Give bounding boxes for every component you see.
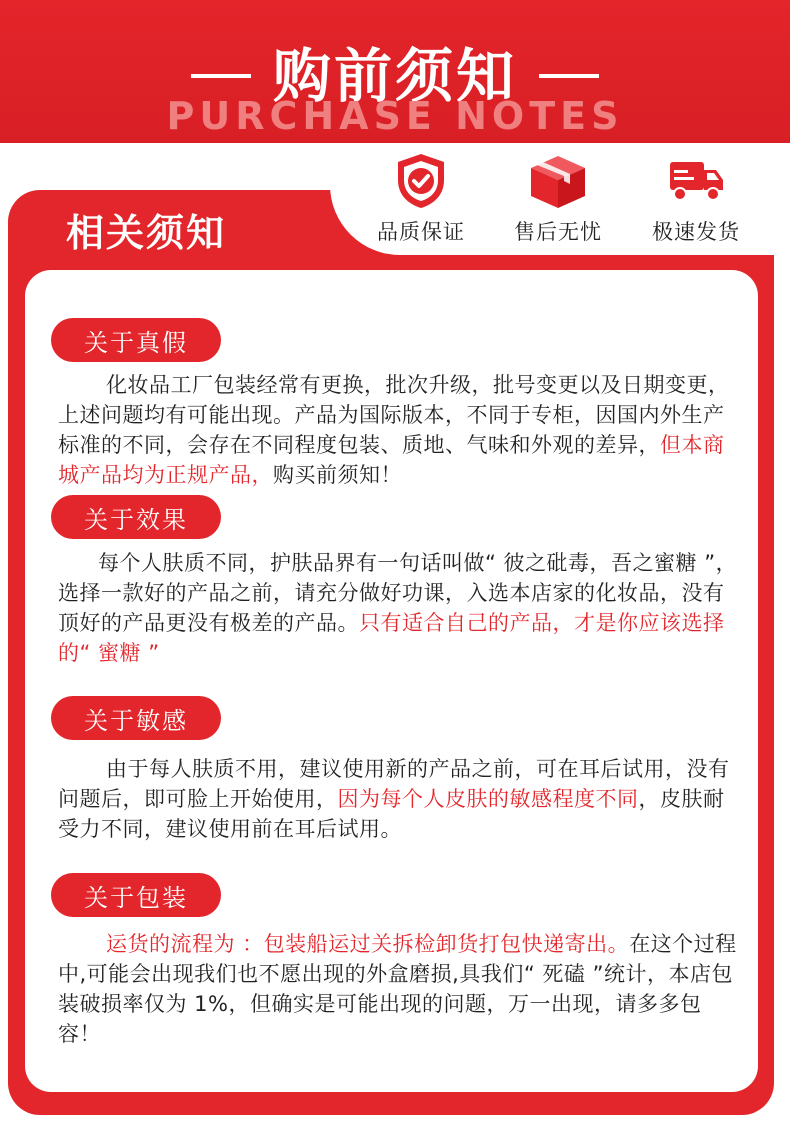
shield-check-icon — [351, 150, 491, 212]
badge-quality — [351, 150, 491, 246]
title-dash-right — [539, 74, 599, 78]
section-text-highlight: 只有适合自己的产品，才是你应该选择的“ 蜜糖 ” — [58, 611, 725, 665]
title-dash-left — [191, 74, 251, 78]
section-title-effect: 关于效果 — [51, 495, 221, 539]
section-text-normal: 每个人肤质不同，护肤品界有一句话叫做“ 彼之砒毒，吾之蜜糖 ”，选择一款好的产品之前，请充分做好功课，入选本店家的化妆品，没有顶好的产品更没有极差的产品。 — [58, 551, 738, 635]
section-text-effect — [58, 548, 742, 668]
delivery-truck-icon — [626, 150, 766, 212]
section-text-highlight: 但本商城产品均为正规产品， — [58, 433, 725, 487]
section-text-highlight: 因为每个人皮肤的敏感程度不同 — [337, 787, 639, 811]
badge-label: 售后无忧 — [514, 220, 602, 244]
section-text-normal: 在这个过程中,可能会出现我们也不愿出现的外盒磨损,具我们“ 死磕 ”统计，本店包装破损率仅为 1%，但确实是可能出现的问题，万一出现，请多多包容！ — [58, 932, 737, 1046]
section-text-tail: ，皮肤耐受力不同，建议使用前在耳后试用。 — [58, 787, 725, 841]
section-text-authenticity — [58, 370, 742, 490]
badge-label: 极速发货 — [652, 220, 740, 244]
section-title-sensitivity: 关于敏感 — [51, 696, 221, 740]
page-title: 购前须知 — [272, 42, 517, 110]
section-title-packaging: 关于包装 — [51, 873, 221, 917]
section-text-highlight: 运货的流程为 ：包装船运过关拆检卸货打包快递寄出。 — [106, 932, 630, 956]
section-text-sensitivity — [58, 754, 742, 844]
badge-label: 品质保证 — [377, 220, 465, 244]
card-tab-label: 相关须知 — [66, 211, 227, 255]
section-text-normal: 化妆品工厂包装经常有更换，批次升级，批号变更以及日期变更，上述问题均有可能出现。产品为国际版本，不同于专柜，因国内外生产标准的不同，会存在不同程度包装、质地、气味和外观的差异， — [58, 373, 730, 457]
badge-after-sales — [488, 150, 628, 246]
page-subtitle: PURCHASE NOTES — [166, 94, 624, 138]
badge-fast-delivery — [626, 150, 766, 246]
section-title-authenticity: 关于真假 — [51, 318, 221, 362]
box-icon — [488, 150, 628, 212]
section-text-normal: 由于每人肤质不用，建议使用新的产品之前，可在耳后试用，没有问题后，即可脸上开始使用， — [58, 757, 730, 811]
section-text-packaging — [58, 929, 742, 1049]
section-text-tail: 购买前须知！ — [273, 463, 402, 487]
